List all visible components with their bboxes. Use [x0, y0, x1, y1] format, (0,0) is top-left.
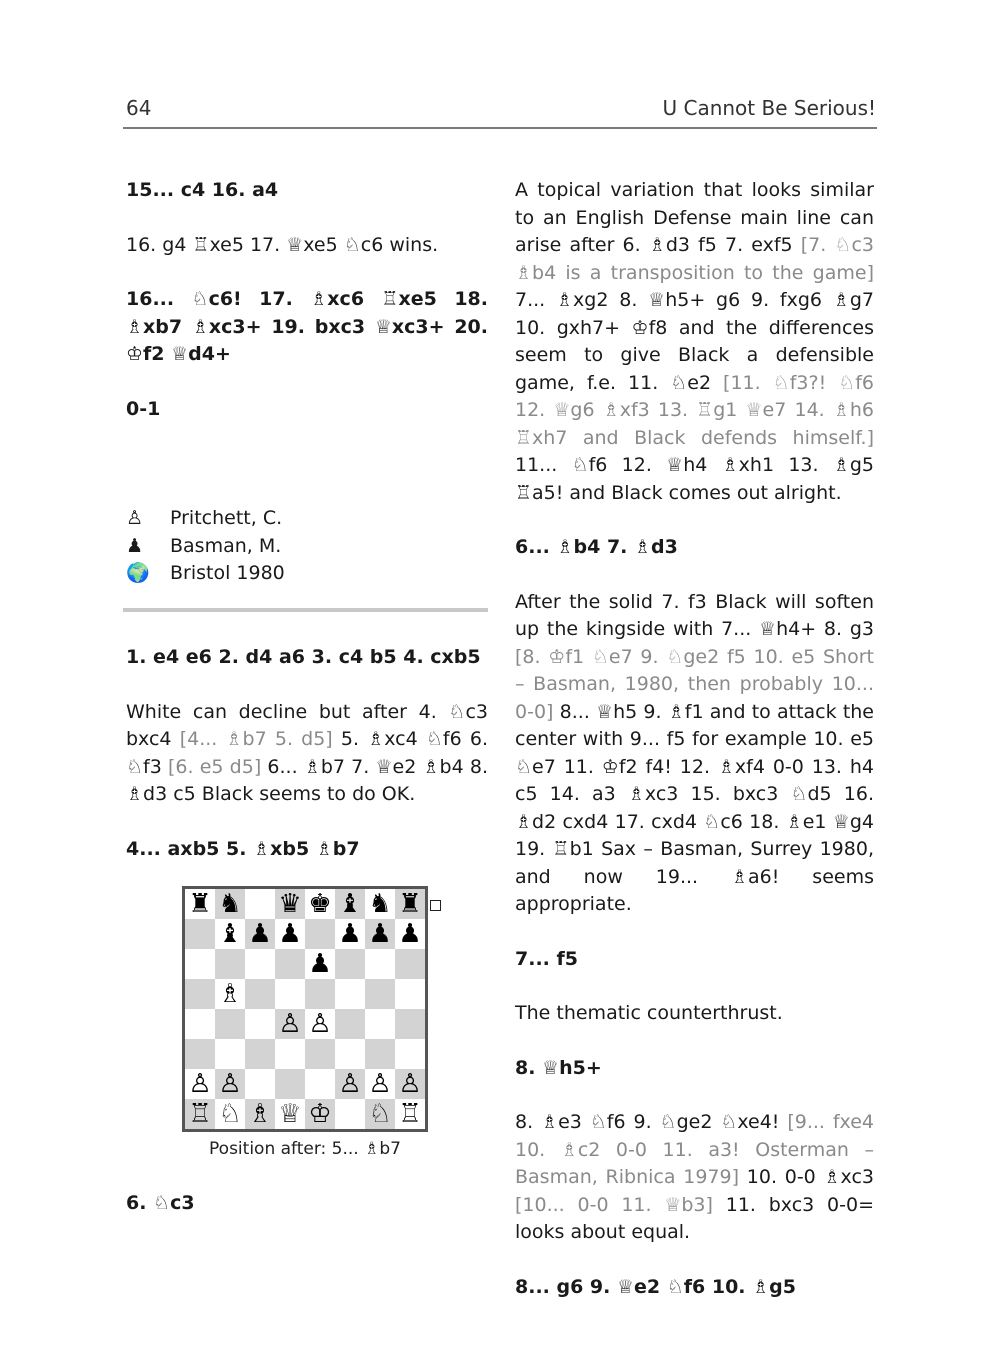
board-square — [185, 949, 215, 979]
globe-icon: 🌍 — [126, 562, 150, 584]
board-square — [395, 979, 425, 1009]
board-square — [365, 979, 395, 1009]
move-line: 6... ♗b4 7. ♗d3 — [515, 536, 678, 558]
board-square — [215, 949, 245, 979]
board-square — [245, 979, 275, 1009]
board-square — [245, 889, 275, 919]
board-square — [395, 1039, 425, 1069]
board-square — [365, 1009, 395, 1039]
board-square: ♜ — [185, 889, 215, 919]
left-column-lower — [126, 644, 488, 863]
board-square — [335, 1009, 365, 1039]
board-square — [365, 1039, 395, 1069]
section-divider — [123, 608, 488, 612]
board-square — [245, 1039, 275, 1069]
board-square: ♗ — [245, 1099, 275, 1129]
board-square — [185, 1009, 215, 1039]
board-square — [305, 1069, 335, 1099]
board-square — [305, 1039, 335, 1069]
board-square: ♙ — [395, 1069, 425, 1099]
board-square: ♞ — [215, 889, 245, 919]
board-square — [185, 979, 215, 1009]
move-line: 7... f5 — [515, 947, 578, 970]
board-square: ♖ — [185, 1099, 215, 1129]
board-square: ♗ — [215, 979, 245, 1009]
white-player-row — [126, 505, 285, 533]
move-line: 6. ♘c3 — [126, 1192, 195, 1214]
game-header — [126, 505, 285, 588]
annotation: 16. g4 ♖xe5 17. ♕xe5 ♘c6 wins. — [126, 233, 439, 256]
diagram-caption: Position after: 5... ♗b7 — [209, 1139, 401, 1159]
event-name: Bristol 1980 — [170, 562, 285, 584]
annotation: White can decline but after 4. ♘c3 bxc4 [4... ♗b7 5. d5] 5. ♗xc4 ♘f6 6. ♘f3 [6. e5 d5] 6... ♗b7 7. ♕e2 ♗b4 8. ♗d3 c5 Black seems to do OK. — [126, 700, 488, 805]
board-square — [335, 1039, 365, 1069]
board-square: ♝ — [215, 919, 245, 949]
board-square — [395, 1009, 425, 1039]
move-line: 1. e4 e6 2. d4 a6 3. c4 b5 4. cxb5 — [126, 646, 481, 668]
board-square: ♙ — [365, 1069, 395, 1099]
page-number: 64 — [126, 96, 152, 120]
board-square: ♛ — [275, 889, 305, 919]
board-square: ♝ — [335, 889, 365, 919]
header-rule — [123, 127, 877, 129]
turn-indicator — [430, 900, 441, 911]
board-square: ♟ — [275, 919, 305, 949]
annotation: 8. ♗e3 ♘f6 9. ♘ge2 ♘xe4! [9... fxe4 10. ♗c2 0-0 11. a3! Osterman – Basman, Ribnica 1979] 10. 0-0 ♗xc3 [10... 0-0 11. ♕b3] 11. bxc3 0-0= looks about equal. — [515, 1111, 874, 1243]
black-player-row — [126, 533, 285, 561]
board-square: ♖ — [395, 1099, 425, 1129]
board-square: ♘ — [215, 1099, 245, 1129]
board-square: ♙ — [275, 1009, 305, 1039]
board-square — [275, 1039, 305, 1069]
board-square: ♙ — [305, 1009, 335, 1039]
board-square — [245, 1009, 275, 1039]
board-square — [275, 949, 305, 979]
board-square — [335, 979, 365, 1009]
board-square — [305, 979, 335, 1009]
move-line: 4... axb5 5. ♗xb5 ♗b7 — [126, 837, 360, 860]
move-line: 8. ♕h5+ — [515, 1056, 602, 1079]
game-result: 0-1 — [126, 397, 161, 420]
running-title: U Cannot Be Serious! — [662, 96, 876, 120]
board-square — [335, 1099, 365, 1129]
board-square: ♘ — [365, 1099, 395, 1129]
chess-diagram — [182, 886, 428, 1132]
board-square — [215, 1009, 245, 1039]
move-line: 15... c4 16. a4 — [126, 179, 279, 201]
board-square — [365, 949, 395, 979]
right-column — [515, 177, 874, 1301]
annotation: The thematic counterthrust. — [515, 1002, 783, 1024]
black-player-name: Basman, M. — [170, 534, 282, 557]
left-column-bottom — [126, 1190, 488, 1218]
board-square — [185, 919, 215, 949]
move-line: 16... ♘c6! 17. ♗xc6 ♖xe5 18. ♗xb7 ♗xc3+ 19. bxc3 ♕xc3+ 20. ♔f2 ♕d4+ — [126, 288, 488, 365]
annotation: After the solid 7. f3 Black will soften up the kingside with 7... ♕h4+ 8. g3 [8. ♔f1 ♘e7 9. ♘ge2 f5 10. e5 Short – Basman, 1980, then probably 10... 0-0] 8... ♕h5 9. ♗f1 and to attack the center with 9... f5 for example 10. e5 ♘e7 11. ♔f2 f4! 12. ♗xf4 0-0 13. h4 c5 14. a3 ♗xc3 15. bxc3 ♘d5 16. ♗d2 cxd4 17. cxd4 ♘c6 18. ♗e1 ♕g4 19. ♖b1 Sax – Basman, Surrey 1980, and now 19... ♗a6! seems appropriate. — [515, 590, 874, 915]
event-row — [126, 560, 285, 588]
board-square: ♞ — [365, 889, 395, 919]
board-square: ♚ — [305, 889, 335, 919]
black-pawn-icon: ♟ — [126, 534, 144, 557]
board-square: ♟ — [395, 919, 425, 949]
board-square — [185, 1039, 215, 1069]
board-square — [305, 919, 335, 949]
board-square — [245, 949, 275, 979]
board-square: ♟ — [305, 949, 335, 979]
left-column — [126, 177, 488, 423]
board-square — [275, 1069, 305, 1099]
board-square: ♙ — [215, 1069, 245, 1099]
white-pawn-icon: ♙ — [126, 507, 144, 529]
board-square: ♜ — [395, 889, 425, 919]
board-square: ♙ — [185, 1069, 215, 1099]
board-square: ♔ — [305, 1099, 335, 1129]
board-square — [215, 1039, 245, 1069]
board-square — [335, 949, 365, 979]
chess-board — [182, 886, 428, 1132]
board-square: ♟ — [365, 919, 395, 949]
board-square: ♟ — [335, 919, 365, 949]
board-square — [395, 949, 425, 979]
board-square: ♙ — [335, 1069, 365, 1099]
board-square — [275, 979, 305, 1009]
board-square — [245, 1069, 275, 1099]
board-square: ♕ — [275, 1099, 305, 1129]
board-square: ♟ — [245, 919, 275, 949]
move-line: 8... g6 9. ♕e2 ♘f6 10. ♗g5 — [515, 1275, 796, 1298]
annotation: A topical variation that looks similar to an English Defense main line can arise after 6. ♗d3 f5 7. exf5 [7. ♘c3 ♗b4 is a transposition to the game] 7... ♗xg2 8. ♕h5+ g6 9. fxg6 ♗g7 10. gxh7+ ♔f8 and the differences seem to give Black a defensible game, f.e. 11. ♘e2 [11. ♘f3?! ♘f6 12. ♕g6 ♗xf3 13. ♖g1 ♕e7 14. ♗h6 ♖xh7 and Black defends himself.] 11... ♘f6 12. ♕h4 ♗xh1 13. ♗g5 ♖a5! and Black comes out alright. — [515, 179, 875, 504]
white-player-name: Pritchett, C. — [170, 507, 283, 529]
